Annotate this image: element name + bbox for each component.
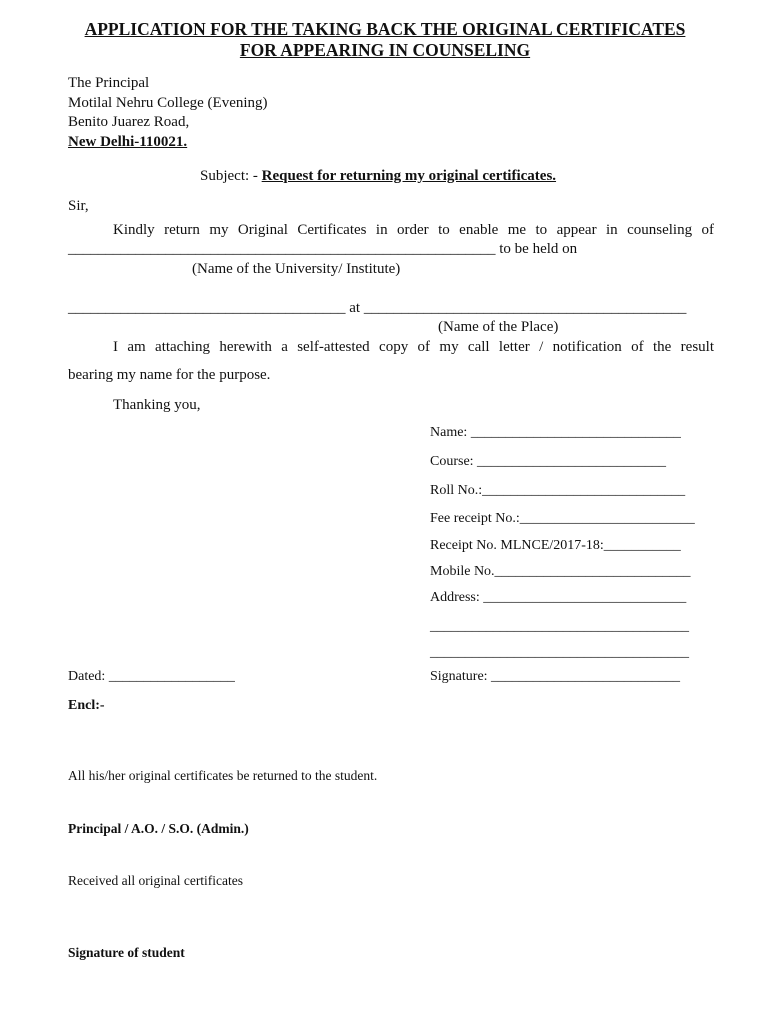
roll-number-field[interactable]: Roll No.:_____________________________: [430, 483, 686, 498]
paragraph-2-line-2: bearing my name for the purpose.: [68, 367, 271, 383]
address-field-line-3[interactable]: _____________________________________: [430, 645, 689, 660]
name-field[interactable]: Name: ______________________________: [430, 425, 681, 440]
address-line-2: Motilal Nehru College (Evening): [68, 95, 268, 111]
subject-text: Request for returning my original certificates.: [261, 168, 557, 184]
address-field-line-2[interactable]: _____________________________________: [430, 619, 689, 634]
signature-field[interactable]: Signature: ___________________________: [430, 669, 681, 684]
course-field[interactable]: Course: ___________________________: [430, 454, 667, 469]
address-line-4: New Delhi-110021.: [68, 134, 188, 150]
fee-receipt-field[interactable]: Fee receipt No.:_________________________: [430, 511, 695, 526]
closing: Thanking you,: [113, 397, 201, 413]
receipt-number-field[interactable]: Receipt No. MLNCE/2017-18:___________: [430, 538, 681, 553]
date-blank[interactable]: _____________________________________: [68, 300, 346, 316]
at-word: at: [345, 300, 364, 316]
returned-note: All his/her original certificates be returned to the student.: [68, 768, 378, 783]
address-line-3: Benito Juarez Road,: [68, 114, 190, 130]
university-blank[interactable]: _________________________________________________________: [68, 241, 496, 257]
title-line-1: APPLICATION FOR THE TAKING BACK THE ORIGINAL CERTIFICATES: [84, 19, 686, 39]
paragraph-1-line-1: Kindly return my Original Certificates in order to enable me to appear in counseling of: [113, 222, 714, 238]
place-blank[interactable]: ___________________________________________: [363, 300, 687, 316]
received-note: Received all original certificates: [68, 873, 244, 888]
address-line-1: The Principal: [68, 75, 150, 91]
enclosures-label: Encl:-: [68, 698, 105, 713]
address-field[interactable]: Address: _____________________________: [430, 590, 687, 605]
paragraph-1-line-2: [68, 240, 577, 259]
subject-line: [200, 167, 556, 186]
salutation: Sir,: [68, 198, 89, 214]
student-signature-label: Signature of student: [68, 945, 185, 960]
mobile-field[interactable]: Mobile No.____________________________: [430, 564, 691, 579]
title-line-2: FOR APPEARING IN COUNSELING: [239, 40, 531, 60]
place-hint: (Name of the Place): [438, 319, 559, 335]
university-hint: (Name of the University/ Institute): [192, 261, 401, 277]
date-place-line: [68, 299, 686, 318]
principal-label: Principal / A.O. / S.O. (Admin.): [68, 821, 249, 836]
paragraph-2-line-1: I am attaching herewith a self-attested copy of my call letter / notification of the result: [113, 339, 714, 355]
held-on-text: to be held on: [495, 241, 578, 257]
dated-field[interactable]: Dated: __________________: [68, 669, 235, 684]
subject-prefix: Subject: -: [200, 168, 262, 184]
